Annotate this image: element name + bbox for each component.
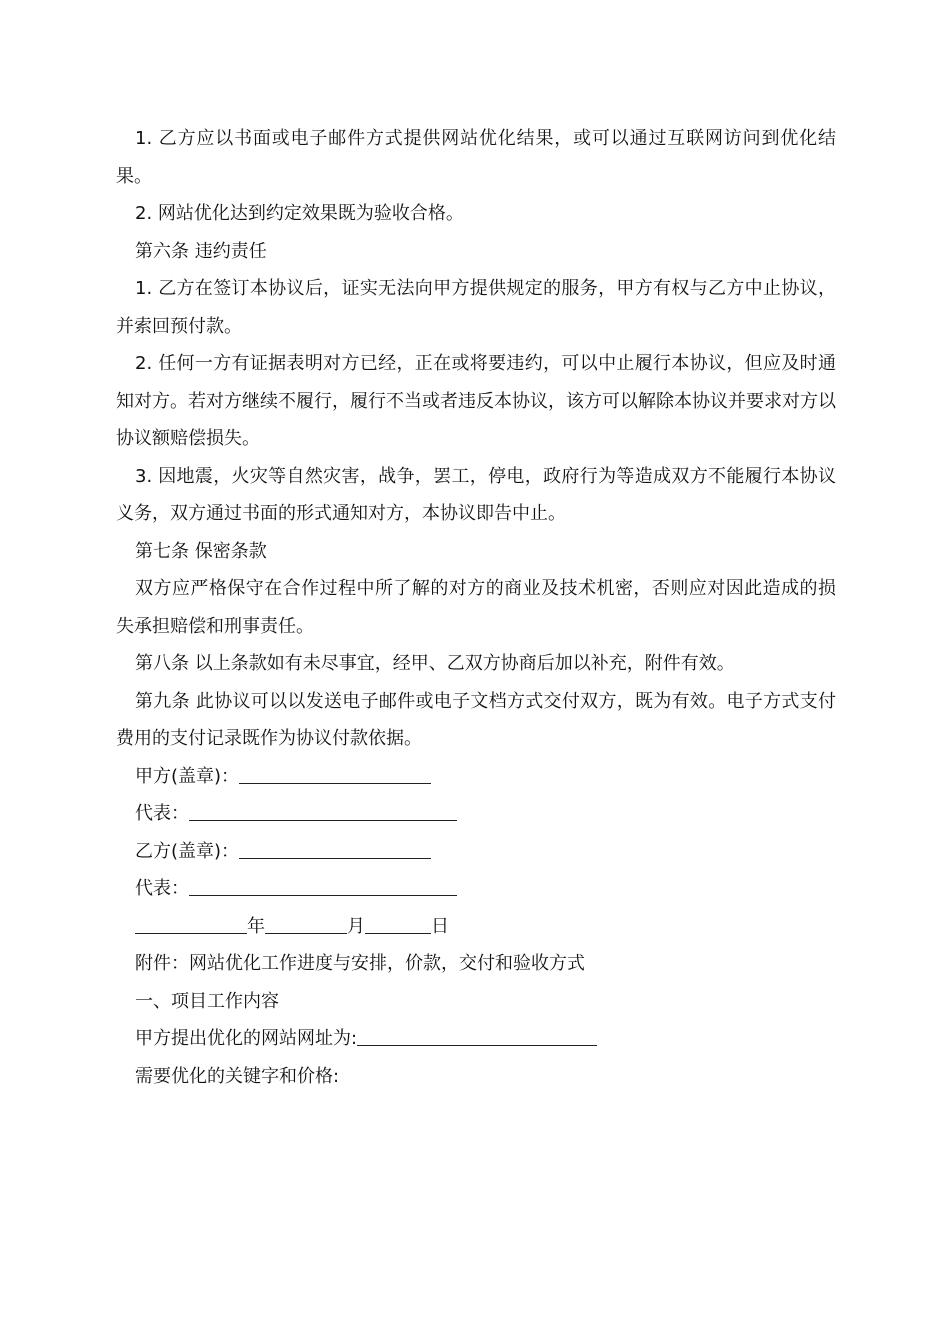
rep-a-label: 代表： [135,803,189,824]
year-blank [135,915,247,934]
clause-6-item-3: 3. 因地震，火灾等自然灾害，战争，罢工，停电，政府行为等造成双方不能履行本协议义务，双方通过书面的形式通知对方，本协议即告中止。 [116,465,836,524]
attachment-section-1: 一、项目工作内容 [135,990,279,1012]
clause-5-item-2: 2. 网站优化达到约定效果既为验收合格。 [135,203,464,224]
rep-b-signature-line [116,870,836,908]
website-url-line [116,1020,836,1058]
rep-a-signature-line [116,795,836,833]
rep-b-label: 代表： [135,878,189,899]
article-9-text: 第九条 此协议可以以发送电子邮件或电子文档方式交付双方，既为有效。电子方式支付费用的支付记录既作为协议付款依据。 [116,690,836,749]
party-a-blank [239,765,431,784]
date-line [116,908,836,946]
party-a-label: 甲方(盖章)： [135,765,240,787]
month-label: 月 [347,915,365,937]
attachment-title: 附件：网站优化工作进度与安排，价款，交付和验收方式 [135,953,585,974]
document-body [116,120,836,1095]
article-7-heading: 第七条 保密条款 [135,540,267,562]
clause-6-item-1: 1. 乙方在签订本协议后，证实无法向甲方提供规定的服务，甲方有权与乙方中止协议，并索回预付款。 [116,278,836,337]
party-a-signature-line [116,758,836,796]
article-8-text: 第八条 以上条款如有未尽事宜，经甲、乙双方协商后加以补充，附件有效。 [135,653,735,674]
clause-6-item-2: 2. 任何一方有证据表明对方已经，正在或将要违约，可以中止履行本协议，但应及时通知对方。若对方继续不履行，履行不当或者违反本协议，该方可以解除本协议并要求对方以协议额赔偿损失。 [116,353,836,449]
website-url-label: 甲方提出优化的网站网址为: [135,1028,358,1049]
rep-b-blank [189,877,457,896]
keywords-price-label: 需要优化的关键字和价格: [135,1065,340,1087]
party-b-signature-line [116,833,836,871]
month-blank [265,915,347,934]
clause-5-item-1: 1. 乙方应以书面或电子邮件方式提供网站优化结果，或可以通过互联网访问到优化结果。 [116,128,836,187]
website-url-blank [357,1027,597,1046]
party-b-blank [239,840,431,859]
party-b-label: 乙方(盖章)： [135,840,240,862]
article-6-heading: 第六条 违约责任 [135,240,267,262]
clause-7-text: 双方应严格保守在合作过程中所了解的对方的商业及技术机密，否则应对因此造成的损失承担赔偿和刑事责任。 [116,578,836,637]
day-label: 日 [431,915,449,937]
day-blank [365,915,431,934]
rep-a-blank [189,802,457,821]
year-label: 年 [247,915,265,937]
